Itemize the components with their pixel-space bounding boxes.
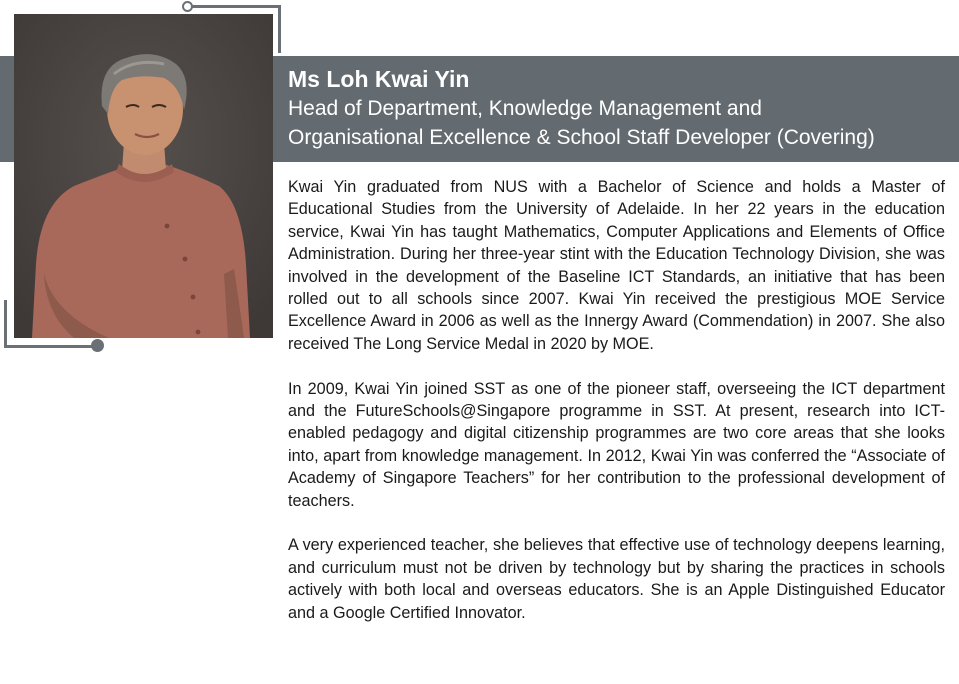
bio-paragraph: A very experienced teacher, she believes that effective use of technology deepens learning, and curriculum must not be driven by technology but by sharing the practices in schools actively with both local and overseas educators. She is an Apple Distinguished Educator and a Google Certified Innovator. <box>288 536 945 622</box>
decorative-line-bottom-vertical <box>4 300 7 348</box>
decorative-line-top-vertical <box>278 5 281 53</box>
person-role-line-2: Organisational Excellence & School Staff Developer (Covering) <box>288 126 875 149</box>
person-name: Ms Loh Kwai Yin <box>288 66 470 92</box>
decorative-dot-icon <box>91 339 104 352</box>
portrait-photo <box>14 14 273 338</box>
bio-paragraph: In 2009, Kwai Yin joined SST as one of the pioneer staff, overseeing the ICT department and the FutureSchools@Singapore programme in SST. At present, research into ICT-enabled pedagogy and digital citizenship programmes are two core areas that she looks into, apart from knowledge management. In 2012, Kwai Yin was conferred the “Associate of Academy of Singapore Teachers” for her contribution to the professional development of teachers. <box>288 379 945 510</box>
decorative-ring-icon <box>182 1 193 12</box>
decorative-line-bottom <box>4 345 96 348</box>
bio-paragraph: Kwai Yin graduated from NUS with a Bachelor of Science and holds a Master of Educational Studies from the University of Adelaide. In her 22 years in the education service, Kwai Yin has taught Mathematics, Computer Applications and Elements of Office Administration. During her three-year stint with the Education Technology Division, she was involved in the development of the Baseline ICT Standards, an initiative that has been rolled out to all schools since 2007. Kwai Yin received the prestigious MOE Service Excellence Award in 2006 as well as the Innergy Award (Commendation) in 2007. She also received The Long Service Medal in 2020 by MOE. <box>288 178 945 353</box>
person-role-line-1: Head of Department, Knowledge Management and <box>288 97 762 120</box>
portrait-illustration <box>14 14 273 338</box>
title-block <box>288 64 875 152</box>
biography <box>288 176 945 646</box>
decorative-line-top <box>189 5 281 8</box>
